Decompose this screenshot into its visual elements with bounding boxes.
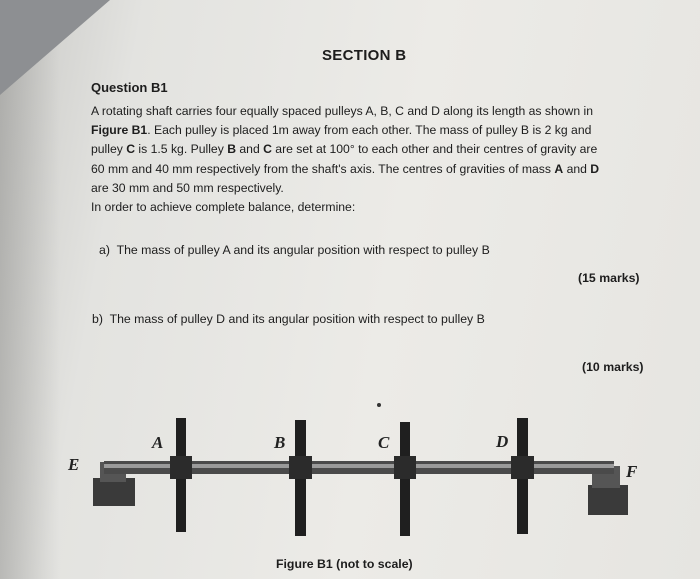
question-a: a) The mass of pulley A and its angular position with respect to pulley B (99, 243, 490, 257)
label-b: B (274, 433, 286, 452)
bearing-f (588, 485, 628, 515)
question-b-marks: (10 marks) (582, 360, 644, 374)
label-e: E (68, 455, 80, 474)
pulley-c-hub (394, 456, 416, 479)
para-line-4: 60 mm and 40 mm respectively from the shaft's axis. The centres of gravities of mass A and D (91, 161, 600, 176)
bearing-e (93, 478, 135, 506)
para-line-3: pulley C is 1.5 kg. Pulley B and C are set at 100° to each other and their centres of gravity are (91, 142, 598, 157)
para-line-1: A rotating shaft carries four equally spaced pulleys A, B, C and D along its length as shown in (91, 104, 594, 118)
question-title: Question B1 (91, 80, 168, 95)
pulley-b-hub (289, 456, 312, 479)
label-a: A (152, 433, 164, 452)
label-f: F (626, 462, 638, 481)
figure-caption: Figure B1 (not to scale) (276, 557, 413, 571)
para-line-5: are 30 mm and 50 mm respectively. (91, 180, 284, 195)
label-d: D (496, 432, 509, 451)
para-line-6: In order to achieve complete balance, determine: (91, 200, 356, 215)
pulley-a-hub (170, 456, 192, 479)
ink-dot (377, 403, 381, 407)
question-b: b) The mass of pulley D and its angular position with respect to pulley B (92, 312, 485, 326)
section-title: SECTION B (322, 47, 407, 64)
label-c: C (378, 433, 390, 452)
para-line-2: Figure B1. Each pulley is placed 1m away from each other. The mass of pulley B is 2 kg and (91, 123, 592, 138)
pulley-d-hub (511, 456, 534, 479)
question-a-marks: (15 marks) (578, 271, 640, 285)
